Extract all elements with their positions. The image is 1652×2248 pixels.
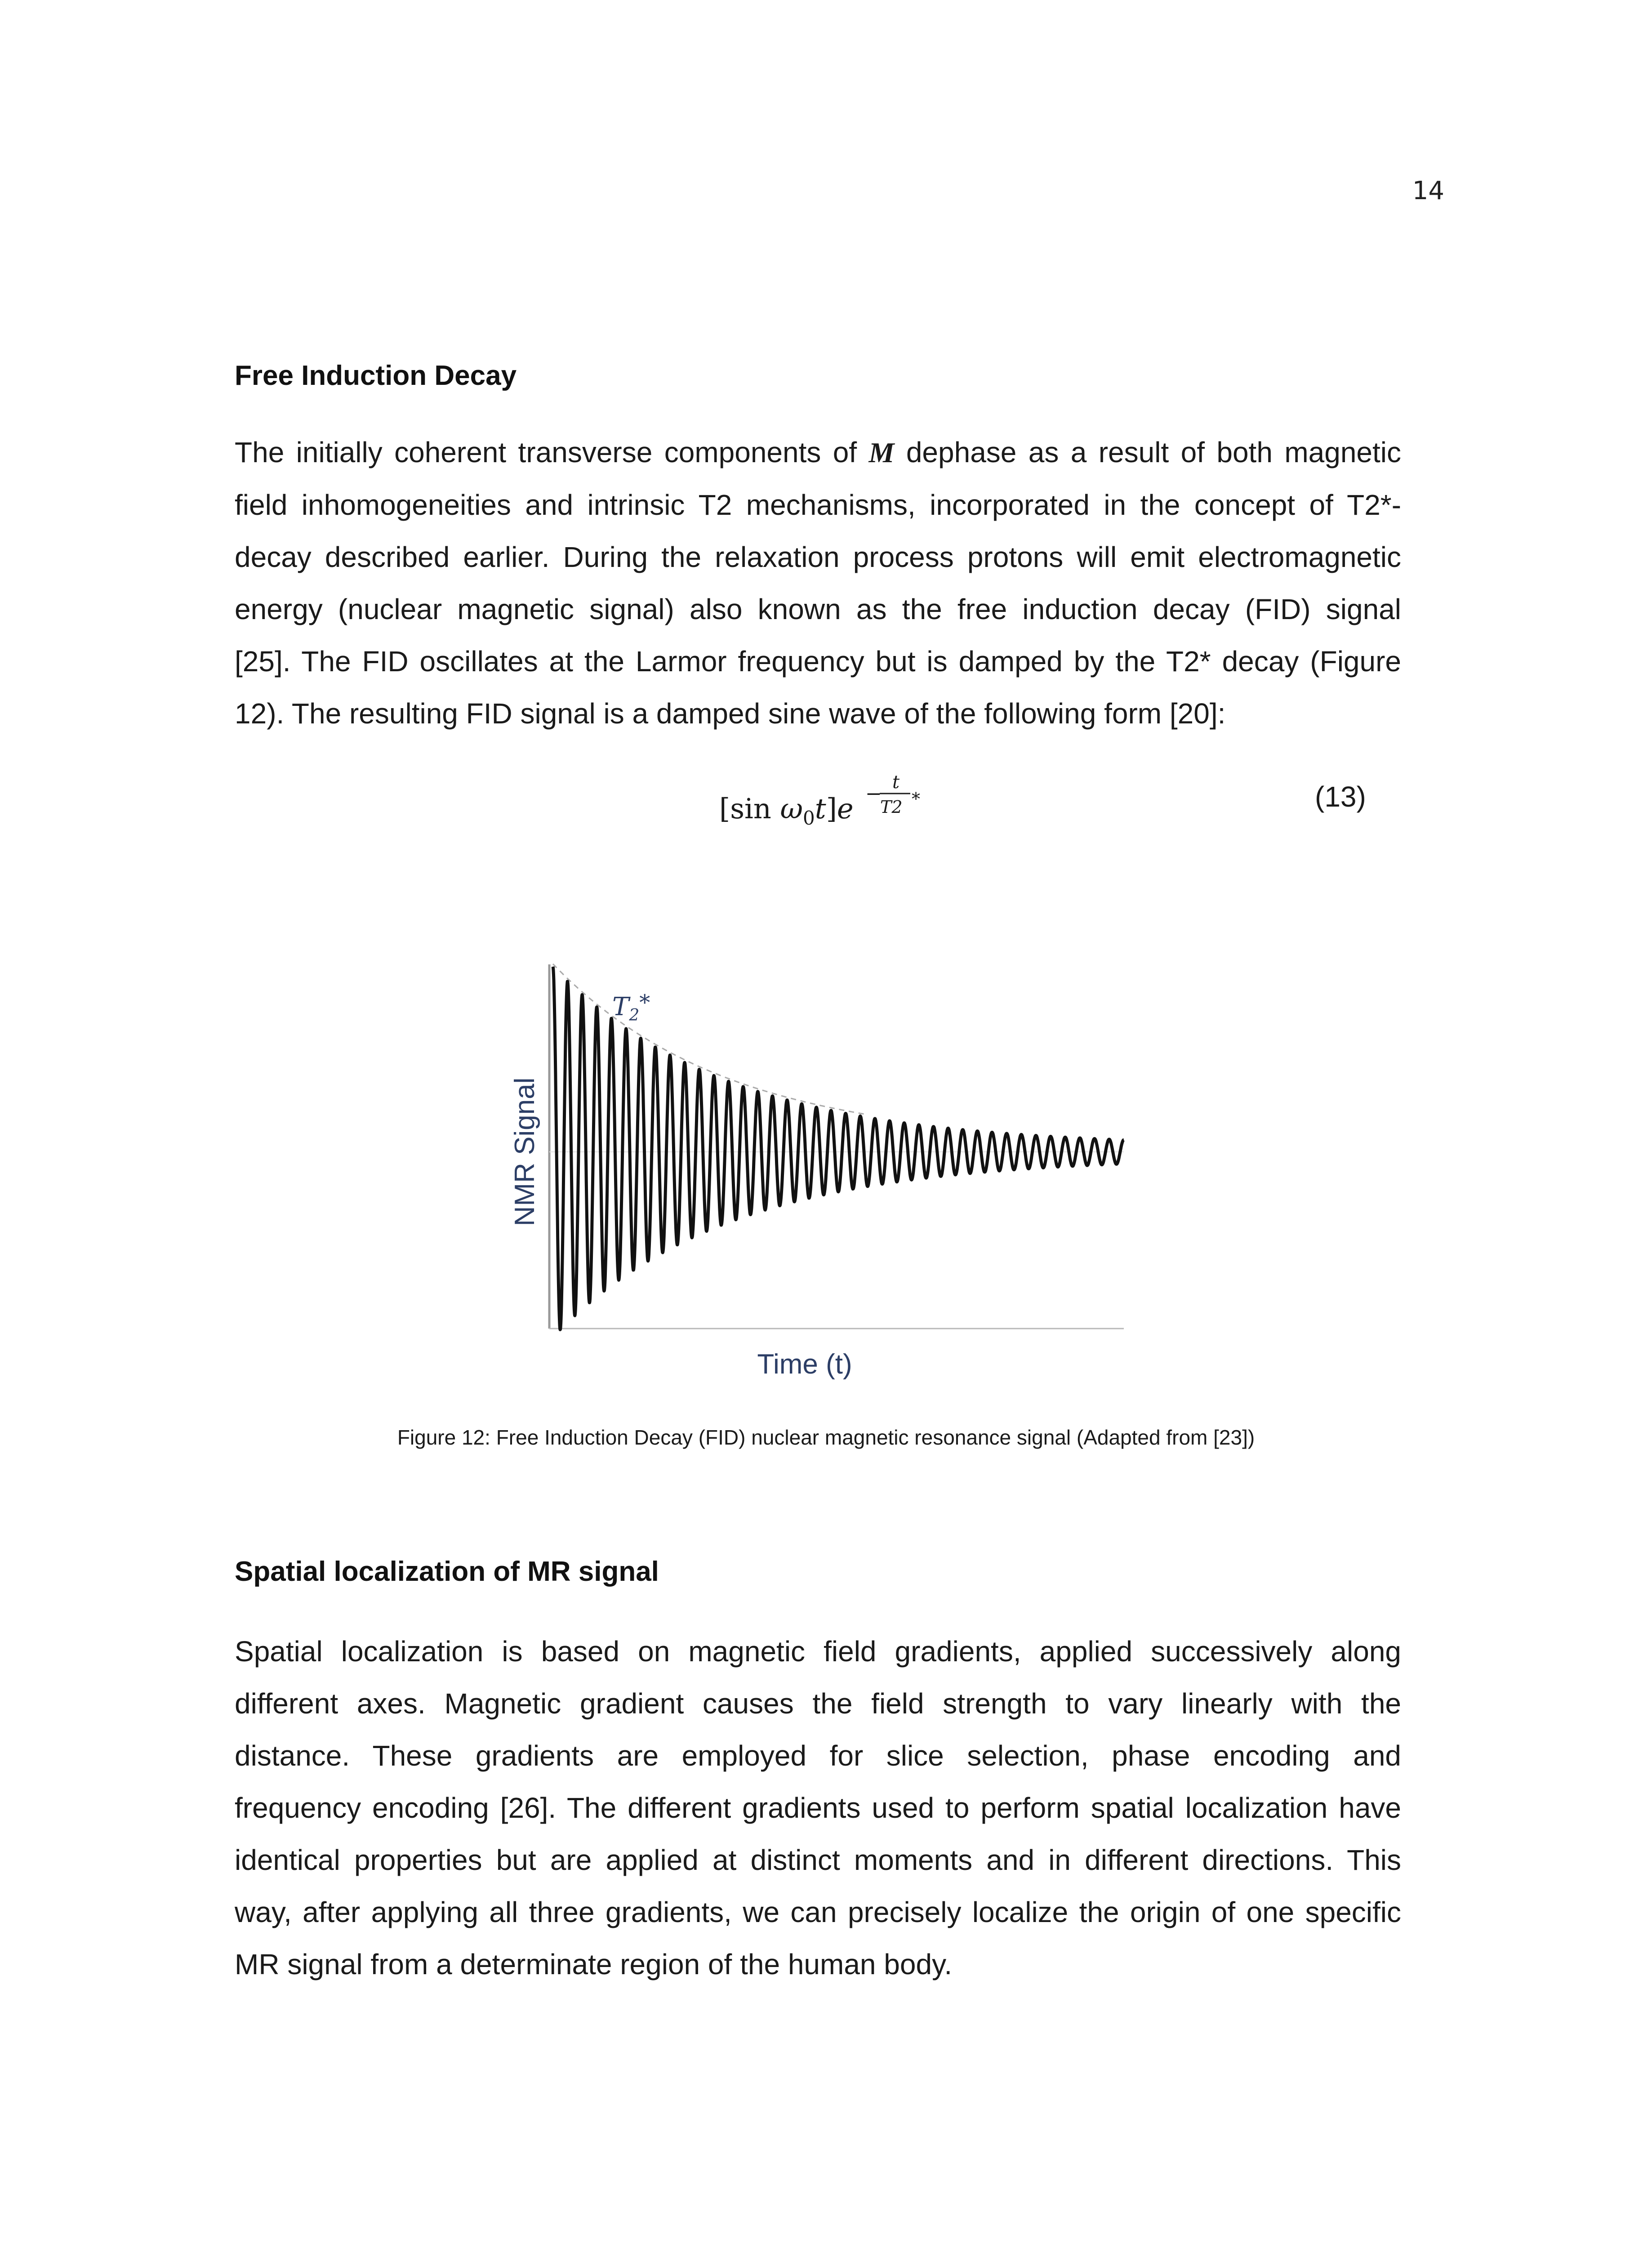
paragraph-line: 12). The resulting FID signal is a damped sine wave of the following form [20]: — [235, 697, 1226, 730]
paragraph-fid — [235, 426, 1401, 740]
paragraph-line: The initially coherent transverse components of M dephase as a result of both magnetic — [235, 436, 1402, 468]
equation-13 — [719, 760, 944, 845]
equation-formula — [719, 760, 944, 845]
paragraph-spatial — [235, 1625, 1401, 1990]
paragraph-line: distance. These gradients are employed for slice selection, phase encoding and — [235, 1740, 1401, 1772]
svg-text:t: t — [892, 772, 900, 793]
section-heading-spatial: Spatial localization of MR signal — [235, 1556, 659, 1587]
paragraph-line: frequency encoding [26]. The different gradients used to perform spatial localization have — [235, 1792, 1401, 1824]
figure-caption: Figure 12: Free Induction Decay (FID) nuclear magnetic resonance signal (Adapted from [23]) — [397, 1426, 1255, 1449]
section-heading-fid: Free Induction Decay — [235, 360, 517, 391]
y-axis-label: NMR Signal — [509, 1077, 540, 1227]
paragraph-line: identical properties but are applied at distinct moments and in different directions. This — [235, 1844, 1401, 1876]
paragraph-line: MR signal from a determinate region of the human body. — [235, 1948, 953, 1980]
t2-star-label: $T_2*$ — [612, 990, 650, 1025]
equation-number: (13) — [1315, 781, 1366, 813]
magnetization-symbol: M — [868, 437, 895, 468]
paragraph-line: decay described earlier. During the relaxation process protons will emit electromagnetic — [235, 541, 1401, 573]
fid-chart — [494, 944, 1169, 1394]
svg-text:−: − — [865, 782, 882, 805]
svg-text:*: * — [912, 789, 920, 809]
paragraph-line: field inhomogeneities and intrinsic T2 mechanisms, incorporated in the concept of T2*- — [235, 489, 1401, 521]
svg-text:[sin ω0t]e: [sin $\omega_0t]e$ — [719, 792, 854, 829]
paragraph-line: [25]. The FID oscillates at the Larmor frequency but is damped by the T2* decay (Figure — [235, 645, 1401, 678]
x-axis-label: Time (t) — [757, 1349, 852, 1380]
svg-text:T2: T2 — [880, 797, 903, 817]
paragraph-line: different axes. Magnetic gradient causes the field strength to vary linearly with the — [235, 1687, 1401, 1720]
page-number: 14 — [1412, 176, 1444, 205]
paragraph-line: Spatial localization is based on magnetic field gradients, applied successively along — [235, 1635, 1401, 1668]
paragraph-line: way, after applying all three gradients, we can precisely localize the origin of one specific — [235, 1896, 1401, 1928]
fid-figure — [494, 944, 1169, 1394]
paragraph-line: energy (nuclear magnetic signal) also known as the free induction decay (FID) signal — [235, 593, 1401, 625]
